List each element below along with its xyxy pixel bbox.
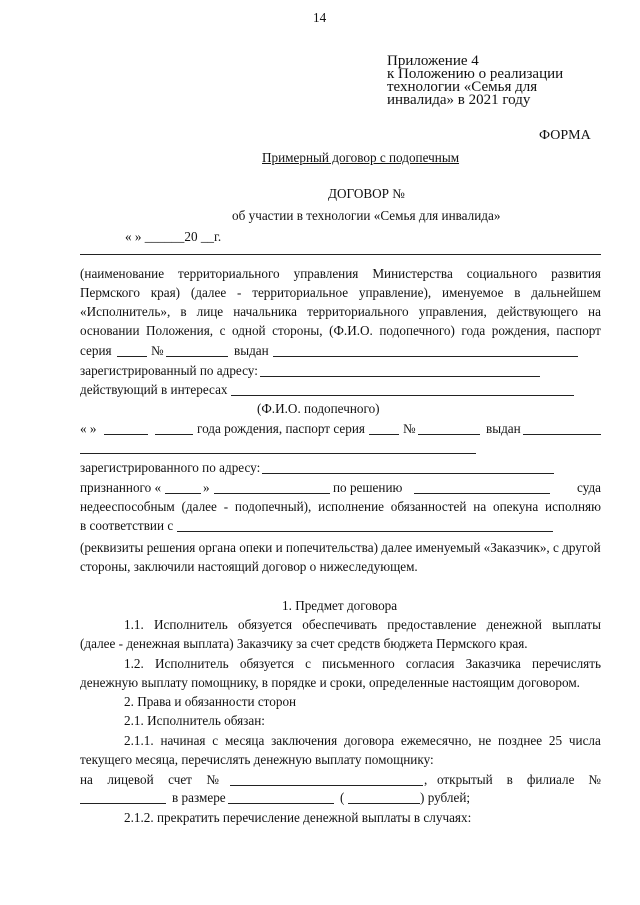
clause-1-1-line-1: 1.1. Исполнитель обязуется обеспечивать предоставление денежной выплаты xyxy=(124,617,601,632)
ward-birth-quote: « » xyxy=(80,421,97,436)
ward-address-blank xyxy=(262,473,554,474)
registered-label: зарегистрированный по адресу: xyxy=(80,363,258,378)
clause-2-1: 2.1. Исполнитель обязан: xyxy=(124,713,265,728)
address-blank xyxy=(260,376,540,377)
accordance-label: в соответствии с xyxy=(80,518,174,533)
branch-number-blank xyxy=(80,803,166,804)
contract-date: « » ______20 __г. xyxy=(125,229,222,244)
requisites-line: (реквизиты решения органа опеки и попечительства) далее именуемый «Заказчик», с другой xyxy=(80,540,601,555)
contract-title: ДОГОВОР № xyxy=(328,186,405,201)
recognized-label: признанного « xyxy=(80,480,162,495)
page-number: 14 xyxy=(313,10,327,25)
clause-2-1-1-line-2: текущего месяца, перечислять денежную выплату помощнику: xyxy=(80,752,434,767)
ward-number-label: № xyxy=(403,421,416,436)
intro-line-1: (наименование территориального управления Министерства социального развития xyxy=(80,266,601,281)
recognized-day-blank xyxy=(165,493,201,494)
issued-label: выдан xyxy=(234,343,269,358)
section-1-title: 1. Предмет договора xyxy=(282,598,398,613)
amount-words-blank xyxy=(348,803,420,804)
account-blank xyxy=(230,785,423,786)
number-label: № xyxy=(151,343,164,358)
court-blank xyxy=(414,493,550,494)
document-subtitle: Примерный договор с подопечным xyxy=(262,150,460,165)
amount-paren-open: ( xyxy=(340,790,345,805)
decision-label: по решению xyxy=(333,480,403,495)
amount-label: в размере xyxy=(172,790,226,805)
appendix-line: инвалида» в 2021 году xyxy=(387,92,531,108)
recognized-quote-close: » xyxy=(203,480,210,495)
year-blank xyxy=(155,434,193,435)
recognized-date-blank xyxy=(214,493,330,494)
acting-blank xyxy=(231,395,574,396)
intro-line-3: «Исполнитель», в лице начальника территориального управления, действующего на xyxy=(80,304,601,319)
appendix-line: технологии «Семья для xyxy=(387,79,538,95)
clause-2-1-1-line-1: 2.1.1. начиная с месяца заключения договора ежемесячно, не позднее 25 числа xyxy=(124,733,601,748)
other-side-line: стороны, заключили настоящий договор о нижеследующем. xyxy=(80,559,418,574)
section-2-title: 2. Права и обязанности сторон xyxy=(124,694,297,709)
intro-line-4: основании Положения, с одной стороны, (Ф.И.О. подопечного) года рождения, паспорт xyxy=(80,323,601,338)
ward-issued-label: выдан xyxy=(486,421,521,436)
issued-blank xyxy=(273,356,578,357)
blank-line xyxy=(80,453,476,454)
ward-series-blank xyxy=(369,434,399,435)
form-label: ФОРМА xyxy=(539,128,591,143)
series-label: серия xyxy=(80,343,112,358)
intro-line-2: Пермского края) (далее - территориальное управление), именуемое в дальнейшем xyxy=(80,285,601,300)
clause-1-1-line-2: (далее - денежная выплата) Заказчику за счет средств бюджета Пермского края. xyxy=(80,636,528,651)
ward-caption: (Ф.И.О. подопечного) xyxy=(257,401,380,416)
amount-digits-blank xyxy=(228,803,334,804)
ward-issued-blank xyxy=(523,434,601,435)
clause-1-2-line-1: 1.2. Исполнитель обязуется с письменного согласия Заказчика перечислять xyxy=(124,656,601,671)
incapacity-line: недееспособным (далее - подопечный), исполнение обязанностей на опекуна исполняю xyxy=(80,499,601,514)
accordance-blank xyxy=(177,531,553,532)
ward-number-blank xyxy=(418,434,480,435)
branch-label: открытый в филиале № xyxy=(437,772,601,787)
clause-1-2-line-2: денежную выплату помощнику, в порядке и сроки, определенные настоящим договором. xyxy=(80,675,580,690)
acting-label: действующий в интересах xyxy=(80,382,228,397)
amount-paren-close: ) рублей; xyxy=(420,790,471,805)
appendix-line: к Положению о реализации xyxy=(387,66,564,82)
court-label: суда xyxy=(577,480,602,495)
appendix-line: Приложение 4 xyxy=(387,53,479,69)
ward-registered-label: зарегистрированного по адресу: xyxy=(80,460,261,475)
clause-2-1-2: 2.1.2. прекратить перечисление денежной выплаты в случаях: xyxy=(124,810,472,825)
number-blank xyxy=(166,356,228,357)
contract-subject: об участии в технологии «Семья для инвалида» xyxy=(232,208,501,223)
blank-line xyxy=(80,254,601,255)
series-blank xyxy=(117,356,147,357)
day-month-blank xyxy=(104,434,148,435)
account-label: на лицевой счет № xyxy=(80,772,219,787)
ward-birth-text: года рождения, паспорт серия xyxy=(197,421,365,436)
